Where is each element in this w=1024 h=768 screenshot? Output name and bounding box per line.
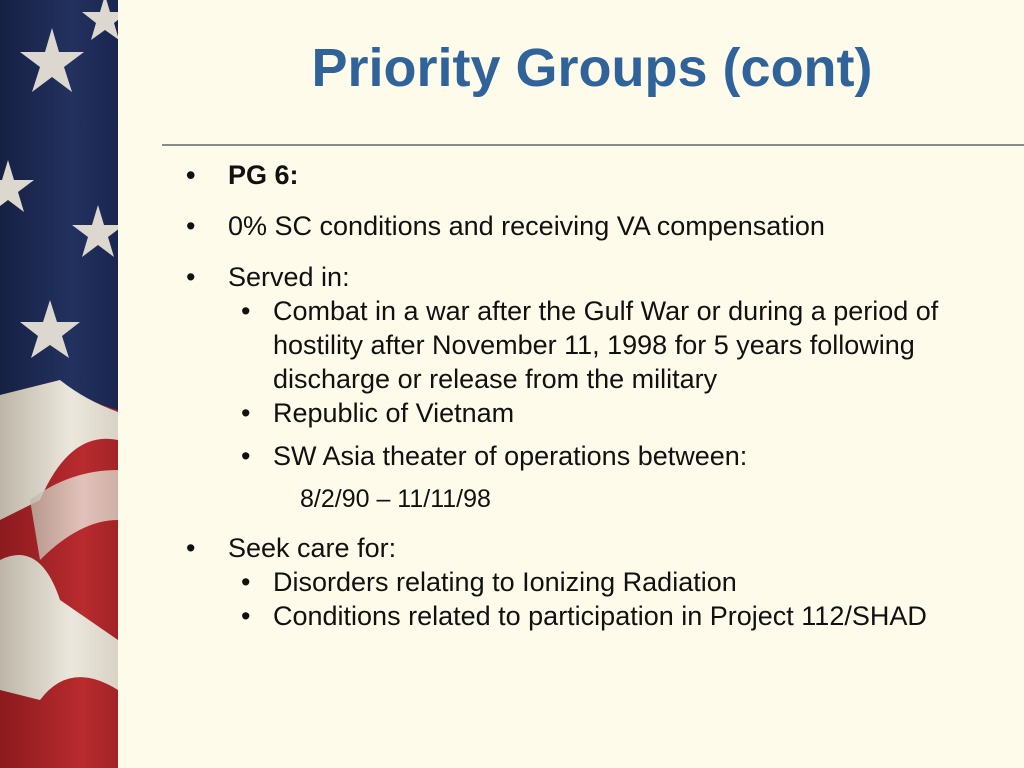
bullet-marker: •	[186, 262, 196, 292]
served-in-item-vietnam	[228, 396, 1006, 430]
seek-care-item-text: Disorders relating to Ionizing Radiation	[273, 567, 737, 597]
served-in-item-text: Combat in a war after the Gulf War or during a period of hostility after November 11, 1998 for 5 years following discharge or release from the military	[273, 296, 939, 394]
seek-care-item-radiation	[228, 565, 1006, 599]
bullet-seek-care	[186, 531, 1006, 565]
compensation-text: 0% SC conditions and receiving VA compensation	[228, 211, 825, 241]
bullet-marker: •	[186, 160, 196, 190]
slide-content	[186, 158, 1006, 633]
page-title: Priority Groups (cont)	[311, 38, 873, 98]
bullet-compensation	[186, 209, 1006, 243]
served-in-item-combat	[228, 294, 1006, 396]
bullet-marker: •	[241, 398, 251, 428]
bullet-marker: •	[186, 211, 196, 241]
date-range: 8/2/90 – 11/11/98	[300, 485, 491, 513]
served-in-item-sw-asia	[228, 439, 1006, 473]
bullet-marker: •	[241, 567, 251, 597]
served-in-item-text: Republic of Vietnam	[273, 398, 515, 428]
served-in-label: Served in:	[228, 262, 350, 292]
seek-care-item-shad	[228, 599, 1006, 633]
flag-decoration	[0, 0, 118, 768]
pg-label: PG 6:	[228, 160, 299, 190]
bullet-marker: •	[186, 533, 196, 563]
seek-care-label: Seek care for:	[228, 533, 397, 563]
bullet-served-in	[186, 260, 1006, 294]
bullet-marker: •	[241, 601, 251, 631]
served-in-item-text: SW Asia theater of operations between:	[273, 441, 748, 471]
title-divider	[162, 144, 1024, 146]
bullet-marker: •	[241, 441, 251, 471]
bullet-marker: •	[241, 296, 251, 326]
bullet-pg6	[186, 158, 1006, 192]
seek-care-item-text: Conditions related to participation in Project 112/SHAD	[273, 601, 927, 631]
